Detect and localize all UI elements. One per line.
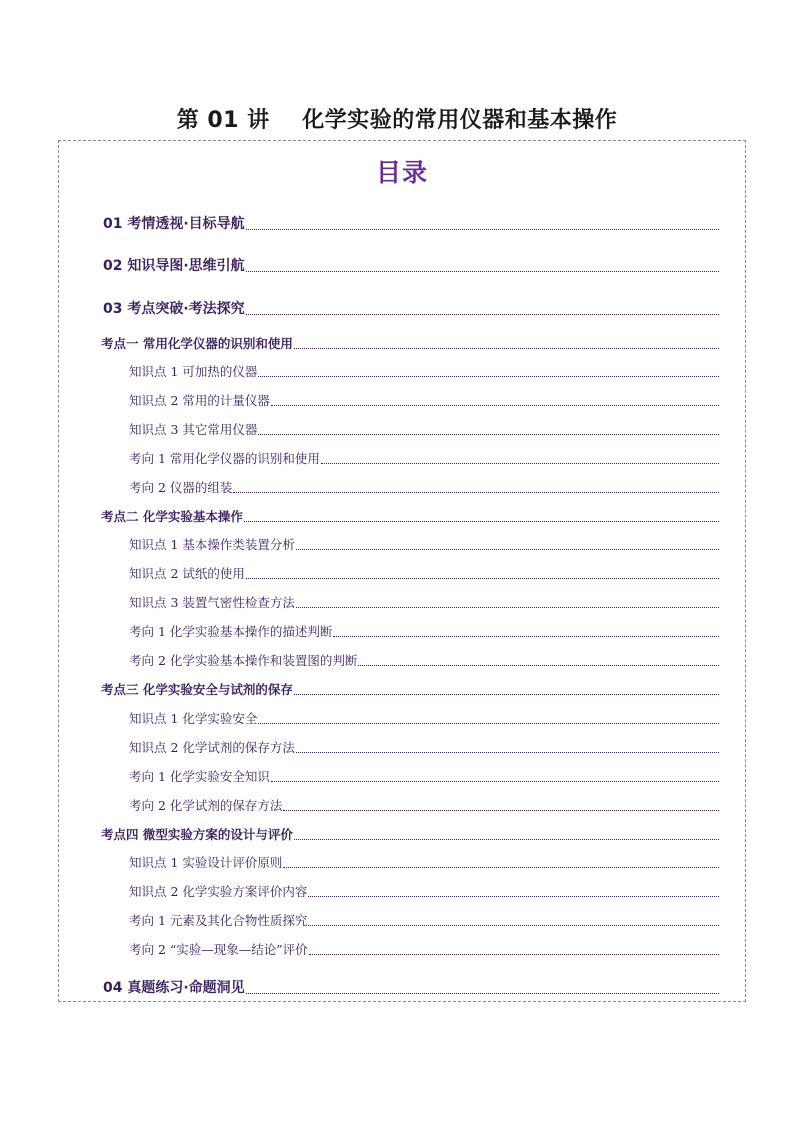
toc-dot-leader [296,548,719,550]
toc-entry-label: 考向 2 “实验—现象—结论”评价 [129,942,308,957]
toc-dot-leader [294,347,719,349]
toc-entry-level-2[interactable] [101,334,719,352]
toc-entry-level-3[interactable] [129,535,719,553]
toc-entry-label: 02 知识导图·思维引航 [103,258,245,274]
toc-entry-level-3[interactable] [129,478,719,496]
toc-entry-level-3[interactable] [129,911,719,929]
toc-dot-leader [246,313,719,315]
toc-dot-leader [308,924,719,926]
toc-entry-label: 考向 2 化学试剂的保存方法 [129,798,283,813]
document-title: 第 01 讲 化学实验的常用仪器和基本操作 [176,108,618,133]
toc-dot-leader [309,953,719,955]
toc-entry-level-1[interactable] [103,298,719,318]
toc-dot-leader [246,577,719,579]
toc-entry-label: 考点一 常用化学仪器的识别和使用 [101,336,293,351]
toc-entry-level-3[interactable] [129,882,719,900]
toc-entry-level-3[interactable] [129,449,719,467]
toc-dot-leader [271,780,719,782]
toc-entry-label: 考向 1 常用化学仪器的识别和使用 [129,451,320,466]
toc-dot-leader [283,866,719,868]
toc-entry-level-1[interactable] [103,255,719,275]
toc-entry-level-3[interactable] [129,853,719,871]
toc-entry-label: 知识点 2 试纸的使用 [129,566,245,581]
toc-dot-leader [246,992,719,994]
toc-heading: 目录 [375,158,428,187]
toc-entry-level-2[interactable] [101,507,719,525]
toc-entry-level-3[interactable] [129,391,719,409]
toc-entry-label: 知识点 3 装置气密性检查方法 [129,595,295,610]
toc-dot-leader [271,404,719,406]
toc-entry-label: 01 考情透视·目标导航 [103,216,245,232]
toc-dot-leader [294,693,719,695]
toc-entry-level-3[interactable] [129,738,719,756]
toc-entry-level-3[interactable] [129,767,719,785]
toc-entry-level-3[interactable] [129,622,719,640]
toc-dot-leader [296,751,719,753]
toc-entry-label: 考向 1 化学实验基本操作的描述判断 [129,624,333,639]
toc-entry-level-2[interactable] [101,680,719,698]
toc-dot-leader [358,664,719,666]
toc-dot-leader [283,809,719,811]
toc-entry-label: 考向 1 化学实验安全知识 [129,769,270,784]
toc-entry-level-1[interactable] [103,977,719,997]
toc-entry-level-3[interactable] [129,940,719,958]
toc-entry-level-3[interactable] [129,420,719,438]
toc-entry-label: 考点二 化学实验基本操作 [101,509,243,524]
toc-entry-label: 知识点 1 可加热的仪器 [129,364,258,379]
toc-entry-label: 知识点 3 其它常用仪器 [129,422,258,437]
toc-entry-label: 考向 1 元素及其化合物性质探究 [129,913,308,928]
toc-entry-label: 考向 2 仪器的组装 [129,480,233,495]
toc-dot-leader [258,375,719,377]
toc-entry-label: 考向 2 化学实验基本操作和装置图的判断 [129,653,358,668]
toc-entry-level-2[interactable] [101,825,719,843]
toc-entry-label: 04 真题练习·命题洞见 [103,980,245,996]
toc-dot-leader [333,635,719,637]
toc-dot-leader [258,433,719,435]
toc-dot-leader [308,895,719,897]
toc-entry-label: 知识点 1 基本操作类装置分析 [129,537,295,552]
toc-dot-leader [258,722,719,724]
toc-entry-level-3[interactable] [129,651,719,669]
toc-entry-level-3[interactable] [129,593,719,611]
table-of-contents [58,140,746,1002]
toc-entry-label: 知识点 1 化学实验安全 [129,711,258,726]
toc-entry-label: 知识点 1 实验设计评价原则 [129,855,283,870]
toc-entry-level-3[interactable] [129,709,719,727]
toc-entry-level-1[interactable] [103,213,719,233]
toc-dot-leader [244,520,719,522]
toc-dot-leader [294,838,719,840]
toc-dot-leader [246,228,719,230]
toc-dot-leader [233,491,719,493]
toc-entry-label: 考点三 化学实验安全与试剂的保存 [101,682,293,697]
toc-entry-level-3[interactable] [129,796,719,814]
toc-entry-label: 知识点 2 化学实验方案评价内容 [129,884,308,899]
toc-dot-leader [246,270,719,272]
toc-entry-label: 知识点 2 常用的计量仪器 [129,393,270,408]
toc-dot-leader [321,462,719,464]
toc-entry-label: 考点四 微型实验方案的设计与评价 [101,827,293,842]
toc-entry-level-3[interactable] [129,564,719,582]
toc-dot-leader [296,606,719,608]
toc-entry-level-3[interactable] [129,362,719,380]
toc-entry-label: 知识点 2 化学试剂的保存方法 [129,740,295,755]
toc-entry-label: 03 考点突破·考法探究 [103,301,245,317]
